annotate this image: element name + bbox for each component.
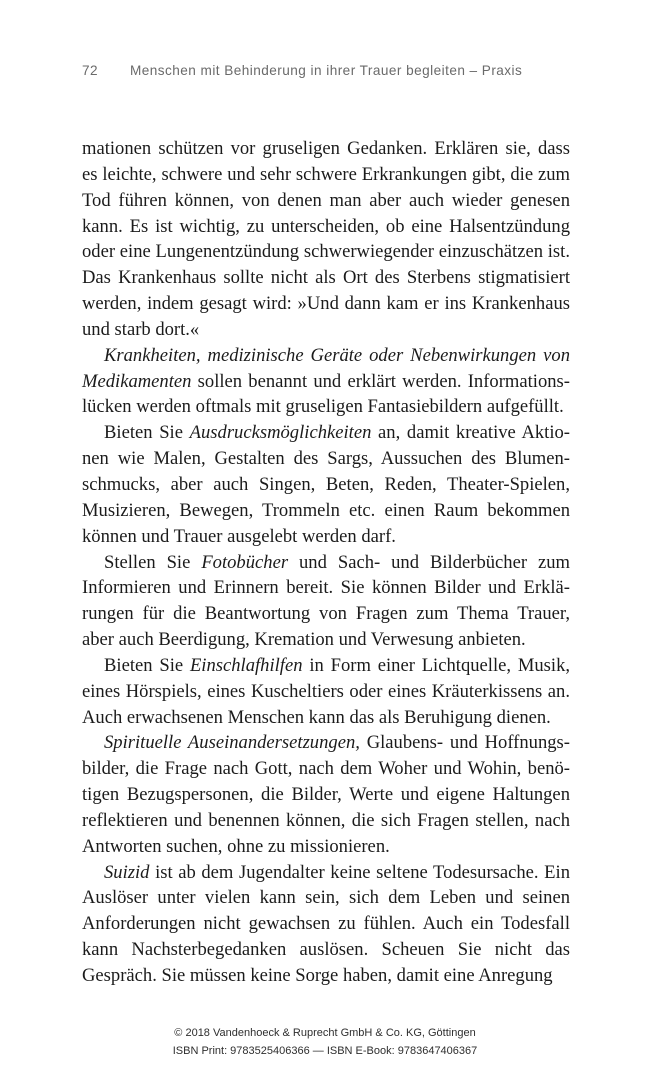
emphasis-text: Ausdrucksmöglichkeiten [189, 422, 372, 444]
copyright-line: © 2018 Vandenhoeck & Ruprecht GmbH & Co. KG, Göttingen [174, 1027, 476, 1039]
paragraph-krankheiten: Krankheiten, medizinische Geräte oder Nebenwirkungen von Medikamenten sollen benannt und erklärt werden. Informationslücken werden oftmals mit gruseligen Fantasiebildern aufgefüllt. [82, 344, 570, 418]
page-number: 72 [82, 63, 99, 78]
paragraph-spirituelle-auseinandersetzungen: Spirituelle Auseinandersetzungen, Glaubens- und Hoffnungsbilder, die Frage nach Gott, nach dem Woher und Wohin, benötigen Bezugspersonen, die Bilder, Werte und eigene Haltungen reflektieren und benennen können, die sich Fragen stellen, nach Antworten suchen, ohne zu missionieren. [82, 732, 570, 857]
emphasis-text: Einschlafhilfen [189, 654, 303, 676]
running-title: Menschen mit Behinderung in ihrer Trauer begleiten – Praxis [130, 63, 523, 78]
emphasis-text: Krankheiten, medizinische Geräte oder Nebenwirkungen von Medikamenten [82, 344, 570, 392]
paragraph-ausdrucksmoeglichkeiten: Bieten Sie Ausdrucksmöglichkeiten an, damit kreative Aktionen wie Malen, Gestalten des Sargs, Aussuchen des Blumenschmucks, aber auch Singen, Beten, Reden, Theater-Spielen, Musizieren, Bewegen, Trommeln etc. einen Raum bekommen können und Trauer ausgelebt werden darf. [82, 422, 570, 547]
page-footer [0, 1024, 650, 1060]
paragraph-einschlafhilfen: Bieten Sie Einschlafhilfen in Form einer Lichtquelle, Musik, eines Hörspiels, eines Kuscheltiers oder eines Kräuterkissens an. Auch erwachsenen Menschen kann das als Beruhigung dienen. [82, 654, 571, 728]
running-header [82, 63, 570, 78]
emphasis-text: Fotobücher [201, 551, 289, 573]
body-text [82, 136, 570, 989]
paragraph-continuation: mationen schützen vor gruseligen Gedanken. Erklären sie, dass es leichte, schwere und sehr schwere Erkrankungen gibt, die zum Tod führen können, von denen man aber auch wieder genesen kann. Es ist wichtig, zu unterscheiden, ob eine Halsentzündung oder eine Lungenentzündung schwerwiegender einzuschätzen ist. Das Krankenhaus sollte nicht als Ort des Sterbens stigmatisiert werden, indem gesagt wird: »Und dann kam er ins Krankenhaus und starb dort.« [82, 138, 570, 340]
paragraph-fotobuecher: Stellen Sie Fotobücher und Sach- und Bilderbücher zum Informieren und Erinnern bereit. Sie können Bilder und Erklärungen für die Beantwortung von Fragen zum Thema Trauer, aber auch Beerdigung, Kremation und Verwesung anbieten. [82, 551, 571, 651]
emphasis-text: Spirituelle Auseinandersetzungen, [104, 732, 360, 754]
isbn-line: ISBN Print: 9783525406366 — ISBN E-Book: 9783647406367 [172, 1045, 478, 1057]
emphasis-text: Suizid [104, 861, 150, 883]
paragraph-suizid: Suizid ist ab dem Jugendalter keine seltene Todesursache. Ein Auslöser unter vielen kann sein, sich dem Leben und seinen Anforderungen nicht gewachsen zu fühlen. Auch ein Todesfall kann Nachsterbegedanken auslösen. Scheuen Sie nicht das Gespräch. Sie müssen keine Sorge haben, damit eine Anregung [82, 861, 570, 986]
